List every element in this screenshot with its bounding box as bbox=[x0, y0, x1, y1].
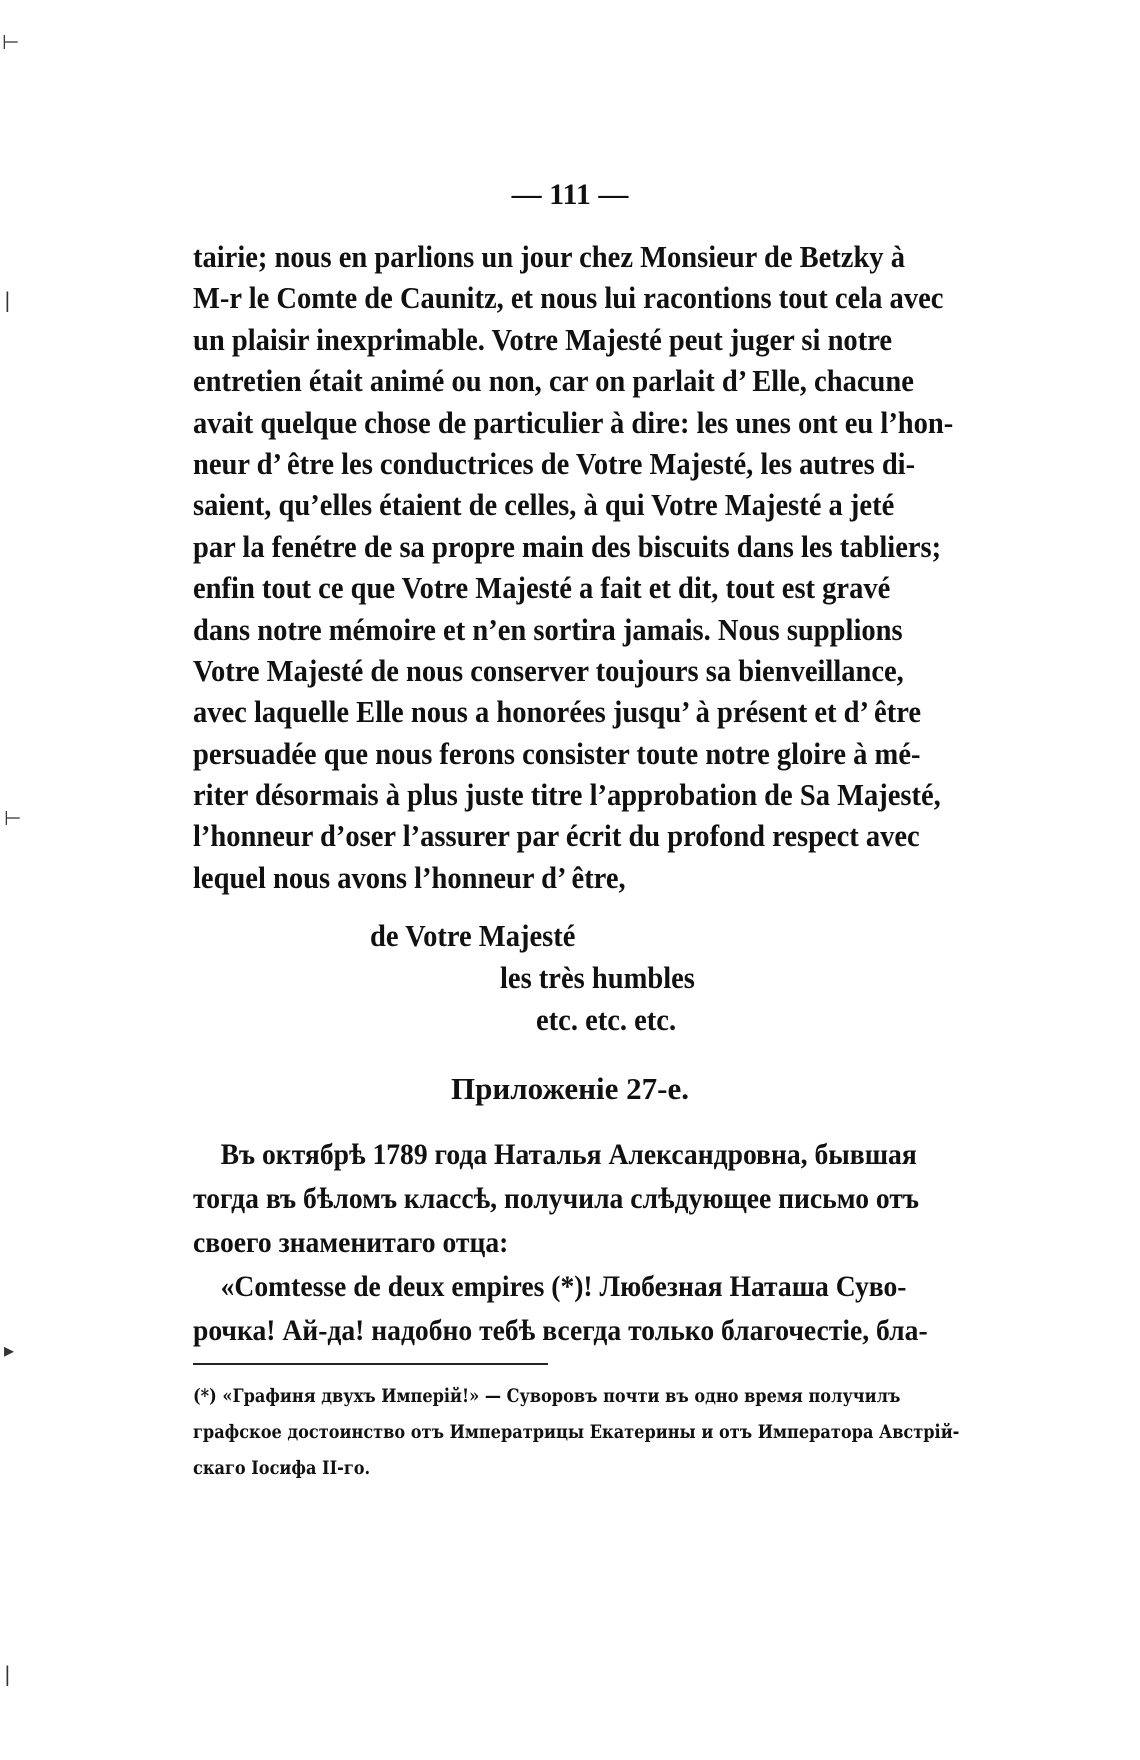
footnote-line: скаго Iосифа II-го. bbox=[193, 1457, 371, 1479]
closing-line-3: etc. etc. etc. bbox=[536, 1002, 677, 1037]
scan-margin-mark: | bbox=[4, 288, 11, 312]
footnote-divider bbox=[193, 1363, 548, 1365]
appendix-heading: Приложенiе 27-е. bbox=[451, 1071, 689, 1106]
letter-line: avec laquelle Elle nous a honorées jusqu’ à présent et d’ être bbox=[193, 694, 922, 730]
letter-line: M-r le Comte de Caunitz, et nous lui racontions tout cela avec bbox=[193, 280, 944, 316]
letter-line: avait quelque chose de particulier à dire: les unes ont eu l’hon- bbox=[193, 404, 954, 440]
footnote-line: графское достоинство отъ Императрицы Екатерины и отъ Императора Австрiй- bbox=[193, 1421, 960, 1443]
closing-line-1: de Votre Majesté bbox=[370, 918, 576, 953]
letter-line: un plaisir inexprimable. Votre Majesté peut juger si notre bbox=[193, 321, 892, 357]
appendix-line: «Comtesse de deux empires (*)! Любезная Наташа Суво- bbox=[220, 1270, 907, 1303]
letter-line: saient, qu’elles étaient de celles, à qui Votre Majesté a jeté bbox=[193, 487, 895, 523]
appendix-line: рочка! Ай-да! надобно тебѣ всегда только благочестiе, бла- bbox=[193, 1314, 928, 1347]
letter-line: par la fenétre de sa propre main des biscuits dans les tabliers; bbox=[193, 528, 942, 564]
letter-line: dans notre mémoire et n’en sortira jamais. Nous supplions bbox=[193, 611, 903, 647]
letter-line: enfin tout ce que Votre Majesté a fait et dit, tout est gravé bbox=[193, 570, 891, 606]
letter-line: Votre Majesté de nous conserver toujours sa bienveillance, bbox=[193, 652, 904, 688]
footnote bbox=[193, 1378, 960, 1486]
closing-line-2: les très humbles bbox=[500, 960, 695, 995]
letter-line: lequel nous avons l’honneur d’ être, bbox=[193, 859, 626, 895]
appendix-line: Въ октябрѣ 1789 года Наталья Александровна, бывшая bbox=[220, 1138, 917, 1171]
footnote-line: (*) «Графиня двухъ Имперiй!» — Суворовъ почти въ одно время получилъ bbox=[193, 1385, 901, 1407]
letter-line: riter désormais à plus juste titre l’approbation de Sa Majesté, bbox=[193, 777, 941, 813]
letter-line: l’honneur d’oser l’assurer par écrit du profond respect avec bbox=[193, 818, 920, 854]
page-number: — 111 — bbox=[511, 178, 629, 211]
letter-line: entretien était animé ou non, car on parlait d’ Elle, chacune bbox=[193, 363, 914, 399]
letter-line: tairie; nous en parlions un jour chez Monsieur de Betzky à bbox=[193, 239, 905, 274]
scan-margin-mark: ⊢ bbox=[4, 806, 22, 830]
appendix-line: тогда въ бѣломъ классѣ, получила слѣдующее письмо отъ bbox=[193, 1182, 919, 1215]
scan-margin-mark: | bbox=[4, 1662, 11, 1686]
letter-line: persuadée que nous ferons consister toute notre gloire à mé- bbox=[193, 735, 921, 771]
appendix-text bbox=[193, 1133, 928, 1353]
appendix-line: своего знаменитаго отца: bbox=[193, 1226, 509, 1259]
scan-margin-mark: ⊢ bbox=[2, 30, 20, 54]
letter-line: neur d’ être les conductrices de Votre Majesté, les autres di- bbox=[193, 445, 916, 481]
scan-margin-mark: ▸ bbox=[4, 1338, 15, 1362]
letter-text bbox=[193, 236, 954, 898]
